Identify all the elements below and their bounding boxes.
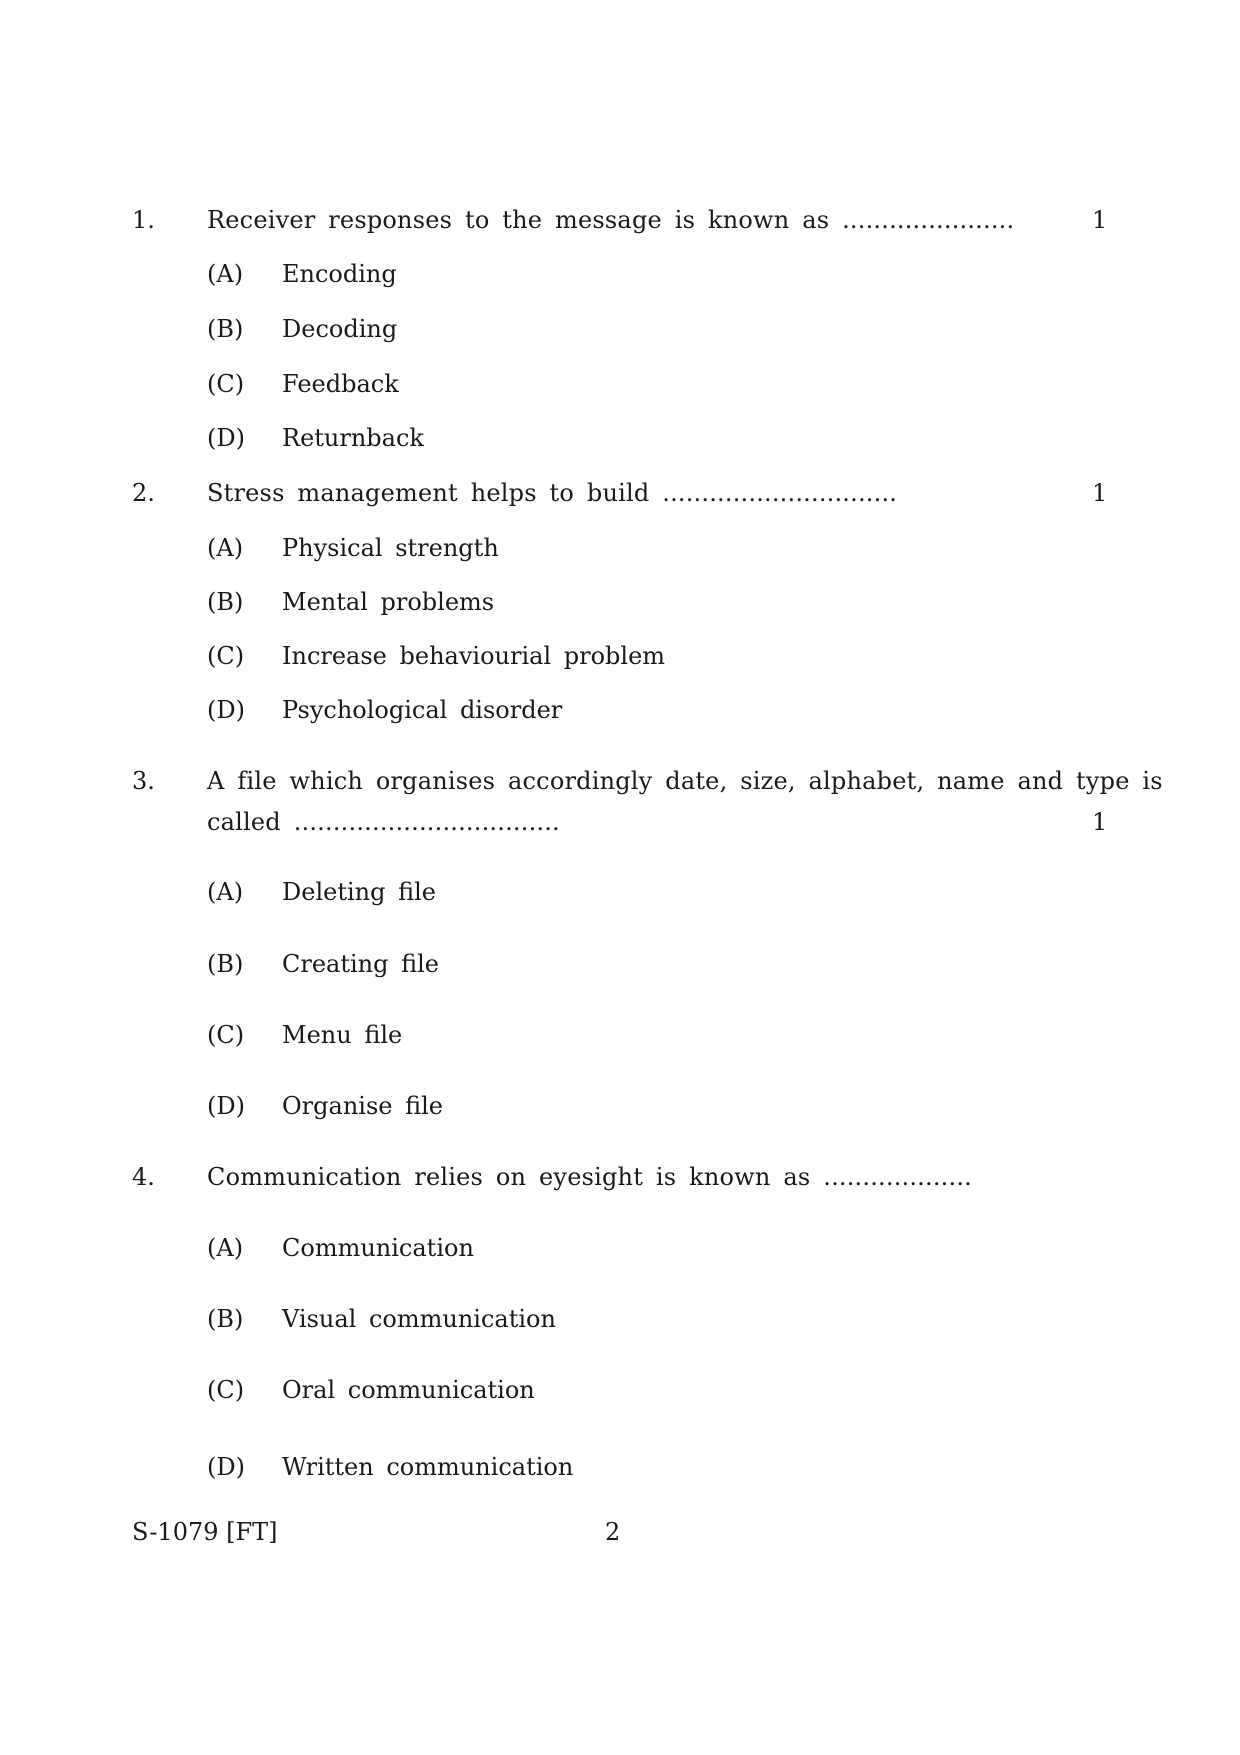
option-label: (D) [207, 424, 245, 452]
page-number: 2 [605, 1518, 621, 1546]
option-text: Creating file [282, 950, 440, 978]
paper-code: S-1079 [FT] [132, 1518, 278, 1546]
option-text: Organise file [282, 1092, 443, 1120]
option-text: Oral communication [282, 1376, 535, 1404]
question-number: 4. [132, 1163, 155, 1191]
option-text: Deleting file [282, 878, 436, 906]
question-marks: 1 [1092, 206, 1108, 234]
question-number: 2. [132, 479, 155, 507]
option-label: (B) [207, 1305, 244, 1333]
option-text: Decoding [282, 315, 398, 343]
option-label: (C) [207, 1021, 245, 1049]
option-text: Physical strength [282, 534, 499, 562]
option-text: Visual communication [282, 1305, 556, 1333]
question-text-line-1: A file which organises accordingly date, size, alphabet, name and type is [207, 767, 1163, 795]
question-text-line-2: called .................................. [207, 808, 560, 836]
option-text: Mental problems [282, 588, 495, 616]
question-text: Communication relies on eyesight is known as ................... [207, 1163, 972, 1191]
question-number: 1. [132, 206, 155, 234]
option-label: (B) [207, 950, 244, 978]
option-label: (B) [207, 315, 244, 343]
option-text: Communication [282, 1234, 474, 1262]
option-text: Written communication [282, 1453, 574, 1481]
option-label: (C) [207, 370, 245, 398]
question-number: 3. [132, 767, 155, 795]
question-marks: 1 [1092, 808, 1108, 836]
question-text: Stress management helps to build .............................. [207, 479, 898, 507]
option-text: Increase behaviourial problem [282, 642, 666, 670]
question-text: Receiver responses to the message is known as ...................... [207, 206, 1015, 234]
option-label: (D) [207, 1092, 245, 1120]
question-marks: 1 [1092, 479, 1108, 507]
option-text: Menu file [282, 1021, 403, 1049]
option-label: (C) [207, 1376, 245, 1404]
option-label: (A) [207, 878, 244, 906]
option-label: (B) [207, 588, 244, 616]
option-label: (C) [207, 642, 245, 670]
option-text: Psychological disorder [282, 696, 563, 724]
option-label: (D) [207, 1453, 245, 1481]
option-text: Returnback [282, 424, 424, 452]
option-label: (A) [207, 260, 244, 288]
option-text: Encoding [282, 260, 397, 288]
option-label: (D) [207, 696, 245, 724]
option-text: Feedback [282, 370, 399, 398]
option-label: (A) [207, 534, 244, 562]
option-label: (A) [207, 1234, 244, 1262]
